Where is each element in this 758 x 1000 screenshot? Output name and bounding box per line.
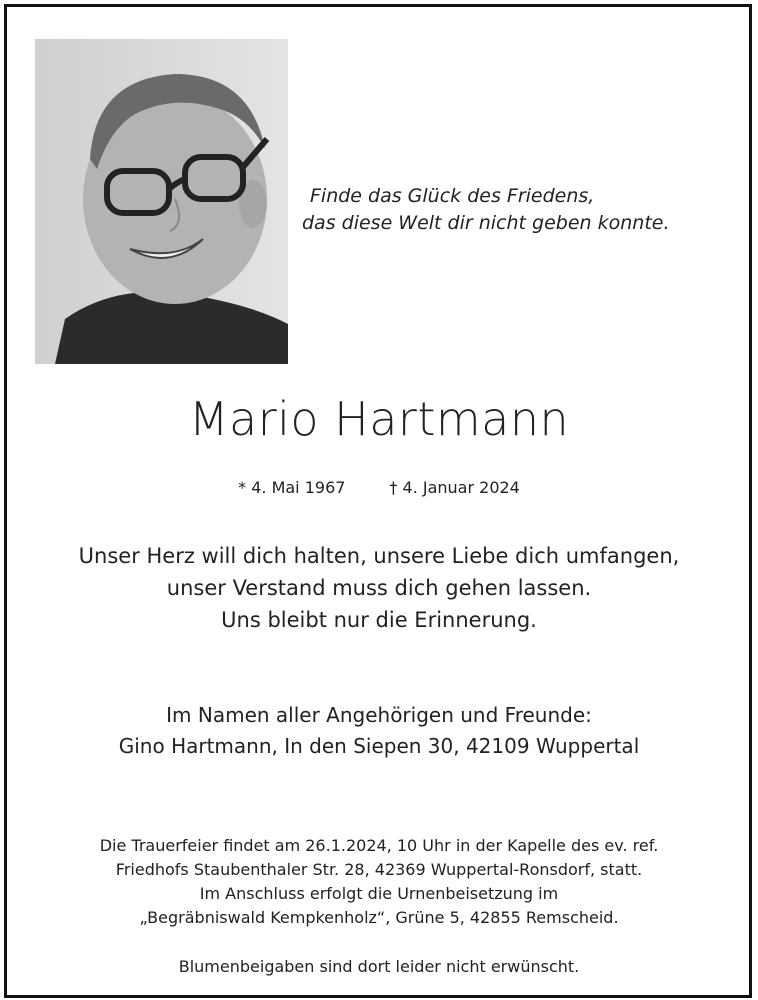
family-signature <box>0 700 758 762</box>
quote-line: Finde das Glück des Friedens, <box>310 185 595 207</box>
funeral-info <box>0 834 758 930</box>
family-line: Im Namen aller Angehörigen und Freunde: <box>166 703 592 727</box>
verse-line: Uns bleibt nur die Erinnerung. <box>221 608 537 632</box>
funeral-info-line: Friedhofs Staubenthaler Str. 28, 42369 Wuppertal-Ronsdorf, statt. <box>115 860 643 879</box>
funeral-info-line: „Begräbniswald Kempkenholz“, Grüne 5, 42855 Remscheid. <box>139 908 619 927</box>
deceased-name: Mario Hartmann <box>188 392 570 446</box>
birth-date: * 4. Mai 1967 <box>238 478 346 497</box>
flowers-note: Blumenbeigaben sind dort leider nicht erwünscht. <box>178 957 580 976</box>
funeral-info-line: Die Trauerfeier findet am 26.1.2024, 10 Uhr in der Kapelle des ev. ref. <box>99 836 659 855</box>
family-contact: Gino Hartmann, In den Siepen 30, 42109 Wuppertal <box>118 734 640 758</box>
life-dates <box>0 478 758 497</box>
quote <box>300 183 750 237</box>
portrait-photo <box>35 39 288 364</box>
verse-line: unser Verstand muss dich gehen lassen. <box>166 576 592 600</box>
memorial-verse <box>0 540 758 636</box>
funeral-info-line: Im Anschluss erfolgt die Urnenbeisetzung im <box>199 884 559 903</box>
quote-line: das diese Welt dir nicht geben konnte. <box>302 212 670 234</box>
death-date: † 4. Januar 2024 <box>389 478 520 497</box>
verse-line: Unser Herz will dich halten, unsere Liebe dich umfangen, <box>78 544 680 568</box>
